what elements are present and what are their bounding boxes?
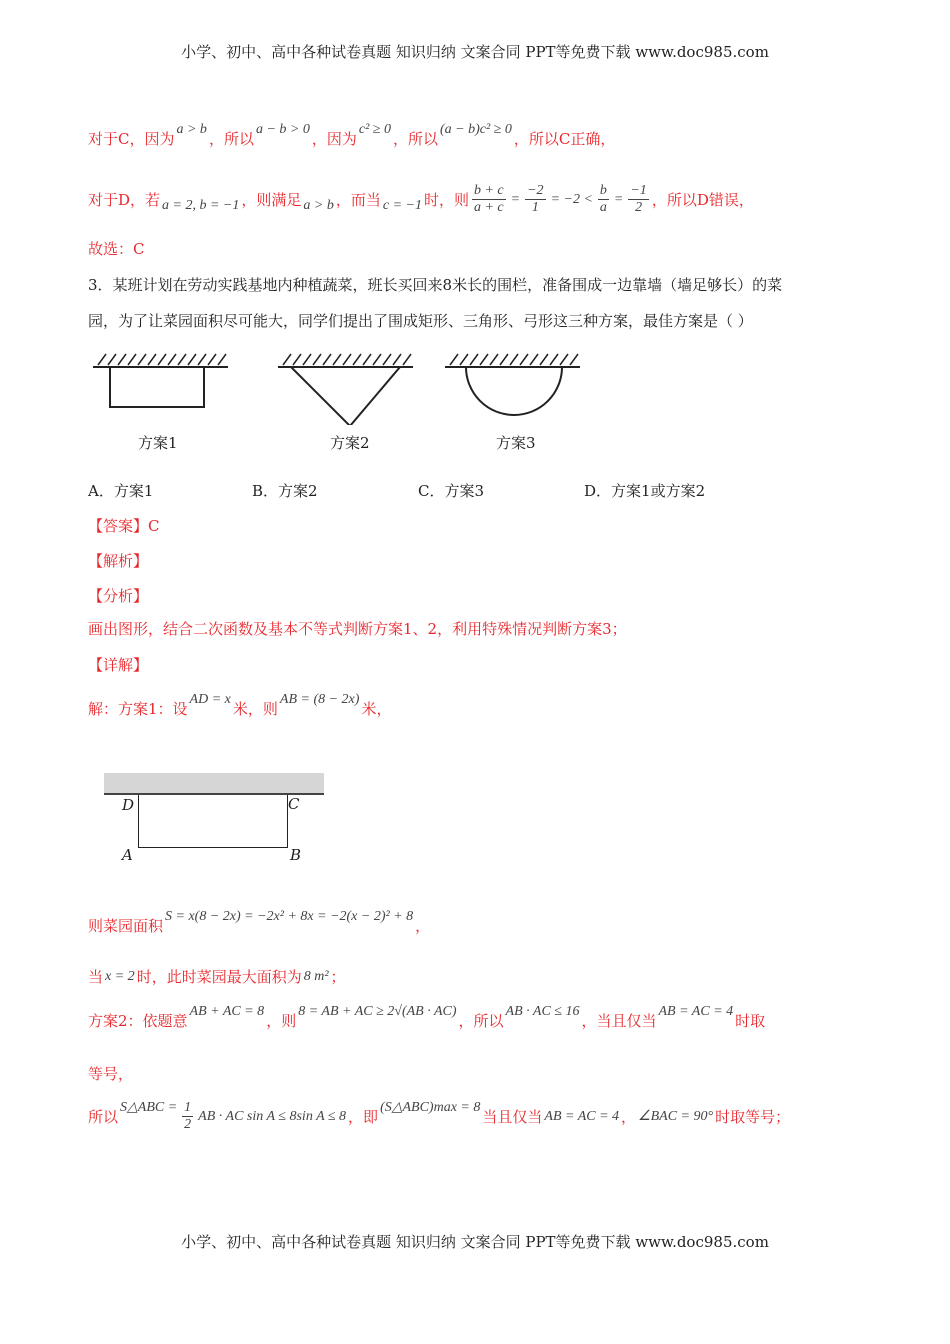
plan3-caption: 方案3 [496,434,536,452]
text-segment: ，所以 [392,130,438,148]
text-segment: 【分析】 [88,587,149,605]
plans-figure [88,350,588,425]
math-expression: S = x(8 − 2x) = −2x² + 8x = −2(x − 2)² + 8 [165,908,414,924]
text-line [88,1003,766,1031]
denominator: 1 [531,200,539,215]
text-segment: 故选：C [88,240,145,258]
text-line [88,238,144,259]
text-segment: ，所以D错误， [651,191,754,209]
text-segment: 园，为了让菜园面积尽可能大，同学们提出了围成矩形、三角形、弓形这三种方案，最佳方案是（ ） [88,312,753,330]
text-segment: 时，此时菜园最大面积为 [136,968,302,986]
text-line [88,1100,790,1133]
text-segment: 对于C，因为 [88,130,175,148]
numerator: b + c [473,183,504,198]
fraction [628,183,648,216]
math-expression: AB · AC ≤ 16 [505,1003,580,1019]
text-segment: ，所以 [458,1012,504,1030]
label-c: C [288,795,300,813]
text-segment: A．方案1 [88,482,154,500]
math-expression: x = 2 [105,968,135,984]
numerator: 1 [184,1100,192,1115]
text-segment: 对于D，若 [88,191,161,209]
arc-plan [466,367,562,415]
text-segment: ； [330,968,346,986]
numerator: b [599,183,607,198]
label-b: B [290,846,302,864]
fraction [182,1100,193,1133]
text-segment: 等号， [88,1065,134,1083]
numerator: −2 [527,183,544,198]
text-segment: ， [621,1108,637,1126]
triangle-plan [291,367,400,425]
text-line [88,121,616,149]
text-segment: 【解析】 [88,552,149,570]
fraction [598,183,609,216]
text-segment: 时取 [735,1012,766,1030]
text-line [88,480,153,501]
denominator: 2 [635,200,643,215]
page-footer: 小学、初中、高中各种试卷真题 知识归纳 文案合同 PPT等免费下载 www.doc985.com [181,1233,769,1251]
text-segment: ， [415,917,431,935]
math-expression: AB = AC = 4 [544,1108,620,1124]
text-line [88,908,431,936]
math-expression: c = −1 [382,197,422,213]
math-expression: = [613,191,624,207]
text-segment: ，即 [348,1108,379,1126]
text-line [88,585,148,606]
text-segment: ，所以 [208,130,254,148]
denominator: a + c [473,200,504,215]
math-expression: ∠BAC = 90° [638,1109,714,1124]
math-expression: AB · AC sin A ≤ 8sin A ≤ 8 [198,1108,347,1124]
text-line [88,654,148,675]
text-segment: ，因为 [311,130,357,148]
denominator: 2 [184,1117,192,1132]
fraction [472,183,506,216]
label-d: D [122,796,135,814]
text-segment: 米，则 [232,700,278,718]
text-segment: ，而当 [335,191,381,209]
rectangle-abcd [138,795,288,848]
math-expression: a > b [303,197,334,213]
text-segment: 所以 [88,1108,119,1126]
math-expression: a − b > 0 [255,121,310,137]
math-expression: (a − b)c² ≥ 0 [440,121,512,137]
wall [104,773,324,795]
plan2-caption: 方案2 [330,434,370,452]
math-expression: AB = AC = 4 [658,1003,734,1019]
text-segment: 则菜园面积 [88,917,164,935]
numerator: −1 [630,183,647,198]
text-segment: 【答案】C [88,517,160,535]
math-expression: (S△ABC)max = 8 [380,1100,481,1115]
text-segment: 方案2：依题意 [88,1012,188,1030]
math-expression: 8 = AB + AC ≥ 2√(AB · AC) [298,1003,457,1019]
math-expression: a = 2, b = −1 [162,197,240,213]
math-expression: 8 m² [303,968,329,984]
text-line [88,310,753,331]
text-line [88,183,754,216]
page-header: 小学、初中、高中各种试卷真题 知识归纳 文案合同 PPT等免费下载 www.doc985.com [181,43,769,61]
text-line [88,274,782,295]
option-b: B．方案2 [252,482,318,500]
text-line [88,1063,133,1084]
rectangle-plan [110,367,204,407]
math-expression: AB + AC = 8 [189,1003,265,1019]
text-line [88,618,627,639]
text-segment: 解：方案1：设 [88,700,188,718]
math-expression: AB = (8 − 2x) [279,691,360,707]
text-segment: ，则 [266,1012,297,1030]
text-segment: 3．某班计划在劳动实践基地内种植蔬菜，班长买回来8米长的围栏，准备围成一边靠墙（墙足够长）的菜 [88,276,783,294]
option-d: D．方案1或方案2 [584,482,706,500]
text-segment: 【详解】 [88,656,149,674]
text-segment: 当 [88,968,104,986]
hatch-1 [98,354,226,365]
text-line [88,691,392,719]
label-a: A [122,846,133,864]
text-line [88,515,159,536]
math-expression: = −2 < [550,191,593,207]
plan1-caption: 方案1 [138,434,178,452]
math-expression: a > b [176,121,207,137]
text-segment: ，所以C正确， [513,130,616,148]
text-segment: 时，则 [423,191,469,209]
text-segment: ，则满足 [241,191,302,209]
option-c: C．方案3 [418,482,485,500]
text-segment: ，当且仅当 [581,1012,657,1030]
text-segment: 时取等号； [715,1108,791,1126]
text-segment: 当且仅当 [482,1108,543,1126]
math-expression: c² ≥ 0 [358,121,391,137]
text-segment: 米， [361,700,392,718]
text-line [88,550,148,571]
math-expression: S△ABC = [120,1100,178,1115]
denominator: a [599,200,607,215]
math-expression: = [510,191,521,207]
text-segment: 画出图形，结合二次函数及基本不等式判断方案1、2，利用特殊情况判断方案3； [88,620,627,638]
fraction [525,183,545,216]
text-line [88,966,346,987]
math-expression: AD = x [189,691,231,707]
